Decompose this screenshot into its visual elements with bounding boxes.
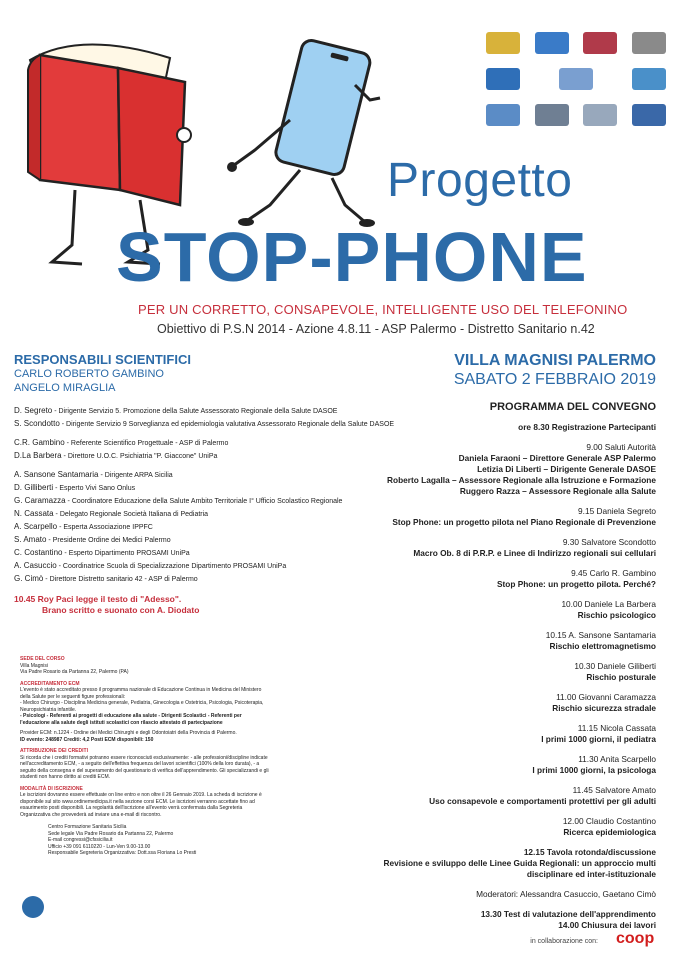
title-progetto: Progetto (387, 154, 573, 207)
info-text: - Psicologi - Referenti ai progetti di educazione alla salute - Dirigenti Scolastici - Referenti per l'educazione alla salute degli istituti scolastici con rilascio attestato di partecipazione (20, 713, 242, 726)
phone-character (227, 38, 380, 227)
speaker-name: G. Cimò (14, 574, 44, 583)
speaker-list (14, 405, 395, 586)
info-text: Villa Magnisi (20, 662, 48, 669)
speaker-row: S. Scondotto - Dirigente Servizio 9 Sorveglianza ed epidemiologia valutativa Assessorato Regionale della Salute DASOE (14, 419, 395, 428)
program-line: 12.00 Claudio Costantino (562, 816, 656, 826)
subtitle: PER UN CORRETTO, CONSAPEVOLE, INTELLIGENTE USO DEL TELEFONINO (138, 302, 628, 317)
speaker-role: Dirigente ARPA Sicilia (104, 472, 173, 479)
speaker-role: Esperto Dipartimento PROSAMI UniPa (68, 550, 190, 557)
program-item (330, 599, 656, 621)
program-line: 10.00 Daniele La Barbera (561, 599, 656, 609)
speaker-row: A. Scarpello - Esperta Associazione IPPFC (14, 522, 153, 531)
program-line: 11.00 Giovanni Caramazza (556, 692, 656, 702)
program-line: Moderatori: Alessandra Casuccio, Gaetano Cimò (476, 889, 656, 899)
program-item (330, 847, 656, 880)
program-item (330, 537, 656, 559)
venue-title: VILLA MAGNISI PALERMO (454, 352, 656, 369)
info-text: Centro Formazione Sanitaria Sicilia (48, 824, 127, 830)
livia-logo (632, 104, 666, 126)
program-line: Ruggero Razza – Assessore Regionale alla Salute (459, 486, 656, 496)
program-item (330, 785, 656, 807)
republic-logo (632, 32, 666, 54)
program-item (330, 692, 656, 714)
speaker-role: Delegato Regionale Società Italiana di Pediatria (59, 511, 209, 518)
scientific-lead-name: CARLO ROBERTO GAMBINO (14, 368, 164, 380)
speaker-row: S. Amato - Presidente Ordine dei Medici Palermo (14, 535, 171, 544)
program-line: Roberto Lagalla – Assessore Regionale alla Istruzione e Formazione (387, 475, 656, 485)
info-text: Ufficio +39 091 6110220 - Lun-Ven 9.00-13.00 (48, 843, 151, 850)
program-line: 12.15 Tavola rotonda/discussione (523, 847, 656, 857)
program-line: Revisione e sviluppo delle Linee Guida Regionali: un approccio multi (383, 858, 656, 868)
region-logo (486, 32, 520, 54)
program-line: 11.15 Nicola Cassata (577, 723, 656, 733)
speaker-role: Dirigente Servizio 9 Sorveglianza ed epidemiologia valutativa Assessorato Regionale della Salute DASOE (66, 421, 395, 428)
program-line: Stop Phone: un progetto pilota. Perché? (496, 579, 656, 589)
program-line: Macro Ob. 8 di P.R.P. e Linee di Indirizzo regionali sui cellulari (413, 548, 656, 558)
speaker-name: N. Cassata (14, 509, 54, 518)
program-line: Daniela Faraoni – Direttore Generale ASP Palermo (458, 453, 656, 463)
info-text: - Medico Chirurgo - Disciplina Medicina generale, Pediatria, Ginecologia e Ostetricia, Psicologia, Psicoterapia, Neuropsichiatria infantile. (20, 700, 264, 713)
info-text: ID evento: 248987 Crediti: 4,2 Posti ECM disponibili: 150 (20, 736, 154, 743)
speaker-name: C. Costantino (14, 548, 63, 557)
program-item (330, 422, 656, 433)
speaker-row: G. Cimò - Direttore Distretto sanitario 42 - ASP di Palermo (14, 574, 198, 583)
section-heading: ACCREDITAMENTO ECM (20, 680, 80, 687)
program-line: 13.30 Test di valutazione dell'apprendimento (480, 909, 656, 919)
speaker-name: D. Segreto (14, 406, 53, 415)
speaker-name: G. Caramazza (14, 496, 66, 505)
speaker-name: A. Sansone Santamaria (14, 470, 99, 479)
info-text: Via Padre Rosario da Partanna 22, Palermo (PA) (20, 669, 129, 675)
info-text: Le iscrizioni dovranno essere effettuate on line entro e non oltre il 26 Gennaio 2019. La scheda di iscrizione è disponibile sul sito www.ordinemedicipa.it nella sezione corsi ECM. Le iscrizioni verranno accettate fino ad esaurimento posti disponibili. La regolarità dell'iscrizione all'evento verrà confermata dalla Segreteria Organizzativa che provvederà ad inviare una e-mail di riscontro. (20, 792, 262, 818)
program-line: 10.15 A. Sansone Santamaria (545, 630, 656, 640)
program-line: disciplinare ed inter-istituzionale (526, 869, 656, 879)
asp-logo (535, 32, 569, 54)
info-text: L'evento è stato accreditato presso il programma nazionale di Educazione Continua in Medicina del Ministero della Salute per le seguenti figure professionali: (20, 687, 262, 700)
program-line: ore 8.30 Registrazione Partecipanti (518, 422, 656, 432)
speaker-name: D.La Barbera (14, 451, 62, 460)
partner-logo-3 (583, 104, 617, 126)
university-logo (583, 32, 617, 54)
speaker-role: Presidente Ordine dei Medici Palermo (52, 537, 171, 544)
program-item (330, 889, 656, 900)
speaker-row: A. Sansone Santamaria - Dirigente ARPA Sicilia (14, 470, 173, 479)
left-column (14, 352, 395, 616)
arpa-logo (632, 68, 666, 90)
cfs-logo (22, 896, 44, 918)
speaker-name: S. Scondotto (14, 419, 60, 428)
speaker-name: S. Amato (14, 535, 47, 544)
speaker-role: Referente Scientifico Progettuale - ASP di Palermo (70, 440, 229, 447)
event-date: SABATO 2 FEBBRAIO 2019 (453, 371, 656, 388)
scientific-leads-title: RESPONSABILI SCIENTIFICI (14, 352, 191, 367)
program-item (330, 568, 656, 590)
program-line: Stop Phone: un progetto pilota nel Piano Regionale di Prevenzione (392, 517, 656, 527)
speaker-row: C.R. Gambino - Referente Scientifico Progettuale - ASP di Palermo (14, 438, 229, 447)
roy-paci-line-2: Brano scritto e suonato con A. Diodato (42, 605, 200, 615)
speaker-role: Dirigente Servizio 5. Promozione della Salute Assessorato Regionale della Salute DASOE (58, 408, 338, 415)
speaker-row: D.La Barbera - Direttore U.O.C. Psichiatria "P. Giaccone" UniPa (14, 451, 218, 460)
speaker-row: N. Cassata - Delegato Regionale Società Italiana di Pediatria (14, 509, 209, 518)
speaker-row: G. Caramazza - Coordinatore Educazione della Salute Ambito Territoriale I° Ufficio Scolastico Regionale (14, 496, 343, 505)
program-line: Letizia Di Liberti – Dirigente Generale DASOE (477, 464, 656, 474)
program-item (330, 909, 656, 931)
speaker-role: Direttore U.O.C. Psichiatria "P. Giaccone" UniPa (67, 453, 218, 460)
program-line: 11.30 Anita Scarpello (578, 754, 656, 764)
program-item (330, 630, 656, 652)
program-item (330, 506, 656, 528)
program-line: I primi 1000 giorni, il pediatra (541, 734, 656, 744)
speaker-name: A. Scarpello (14, 522, 58, 531)
program-line: 11.45 Salvatore Amato (572, 785, 656, 795)
program-line: 9.00 Saluti Autorità (586, 442, 656, 452)
program-item (330, 754, 656, 776)
program-line: 9.30 Salvatore Scondotto (562, 537, 656, 547)
program-line: 10.30 Daniele Giliberti (574, 661, 656, 671)
speaker-name: C.R. Gambino (14, 438, 65, 447)
scientific-lead-name: ANGELO MIRAGLIA (14, 382, 116, 394)
speaker-name: A. Casuccio (14, 561, 57, 570)
speaker-row: C. Costantino - Esperto Dipartimento PROSAMI UniPa (14, 548, 190, 557)
section-heading: SEDE DEL CORSO (20, 656, 65, 662)
program-line: Ricerca epidemiologica (563, 827, 656, 837)
speaker-role: Direttore Distretto sanitario 42 - ASP di Palermo (49, 576, 198, 583)
partner-logo-1 (486, 104, 520, 126)
course-info (20, 656, 270, 857)
roy-paci-line: 10.45 Roy Paci legge il testo di "Adesso". (14, 594, 182, 604)
program-line: 9.45 Carlo R. Gambino (571, 568, 656, 578)
section-heading: MODALITÀ DI ISCRIZIONE (20, 785, 83, 792)
info-text: Si ricorda che i crediti formativi potranno essere riconosciuti esclusivamente: - alle professioni/discipline indicate nell'accreditamento ECM, - a seguito dell'effettiva frequenza del lavori scientifici (100% della loro durata), - a seguito della consegna e del superamento del questionario di verifica dell'apprendimento. Gli specializzandi e gli studenti non hanno diritto ai crediti ECM. (20, 754, 269, 780)
pediatric-society-logo (559, 68, 593, 90)
speaker-row: A. Casuccio - Coordinatrice Scuola di Specializzazione Dipartimento PROSAMI UniPa (14, 561, 287, 570)
collaboration-label: in collaborazione con: (530, 938, 598, 945)
program-line: 9.15 Daniela Segreto (578, 506, 656, 516)
section-heading: ATTRIBUZIONE DEI CREDITI (20, 748, 88, 754)
program-item (330, 816, 656, 838)
speaker-name: D. Gilliberti (14, 483, 54, 492)
program-list (330, 422, 656, 931)
association-logo (486, 68, 520, 90)
program-line: 14.00 Chiusura dei lavori (558, 920, 656, 930)
program-item (330, 661, 656, 683)
speaker-row: D. Gilliberti - Esperto Vivi Sano Onlus (14, 483, 136, 492)
program-line: Rischio posturale (586, 672, 656, 682)
speaker-row: D. Segreto - Dirigente Servizio 5. Promozione della Salute Assessorato Regionale della Salute DASOE (14, 406, 338, 415)
program-line: I primi 1000 giorni, la psicologa (532, 765, 656, 775)
speaker-role: Esperta Associazione IPPFC (63, 524, 153, 531)
program-item (330, 723, 656, 745)
program-line: Rischio elettromagnetismo (549, 641, 656, 651)
program-line: Rischio sicurezza stradale (552, 703, 656, 713)
objective-line: Obiettivo di P.S.N 2014 - Azione 4.8.11 - ASP Palermo - Distretto Sanitario n.42 (157, 322, 595, 336)
title-stop-phone: STOP-PHONE (116, 218, 588, 296)
program-title: PROGRAMMA DEL CONVEGNO (489, 401, 656, 413)
right-column (330, 352, 656, 931)
info-text: Provider ECM: n.1224 - Ordine dei Medici Chirurghi e degli Odontoiatri della Provincia di Palermo. (20, 730, 237, 736)
speaker-role: Coordinatore Educazione della Salute Ambito Territoriale I° Ufficio Scolastico Regionale (71, 498, 343, 505)
info-text: Responsabile Segreteria Organizzativa: Dott.ssa Floriana Lo Presti (48, 850, 197, 856)
program-line: Rischio psicologico (577, 610, 656, 620)
partner-logo-2 (535, 104, 569, 126)
info-text: E-mail congressi@cfssicilia.it (48, 837, 113, 843)
sponsor-logos (486, 32, 666, 140)
info-text: Sede legale Via Padre Rosario da Partanna 22, Palermo (48, 830, 174, 837)
speaker-role: Esperto Vivi Sano Onlus (59, 485, 136, 492)
program-item (330, 442, 656, 497)
speaker-role: Coordinatrice Scuola di Specializzazione Dipartimento PROSAMI UniPa (62, 563, 287, 570)
coop-logo: coop (616, 930, 655, 947)
program-line: Uso consapevole e comportamenti protettivi per gli adulti (429, 796, 656, 806)
